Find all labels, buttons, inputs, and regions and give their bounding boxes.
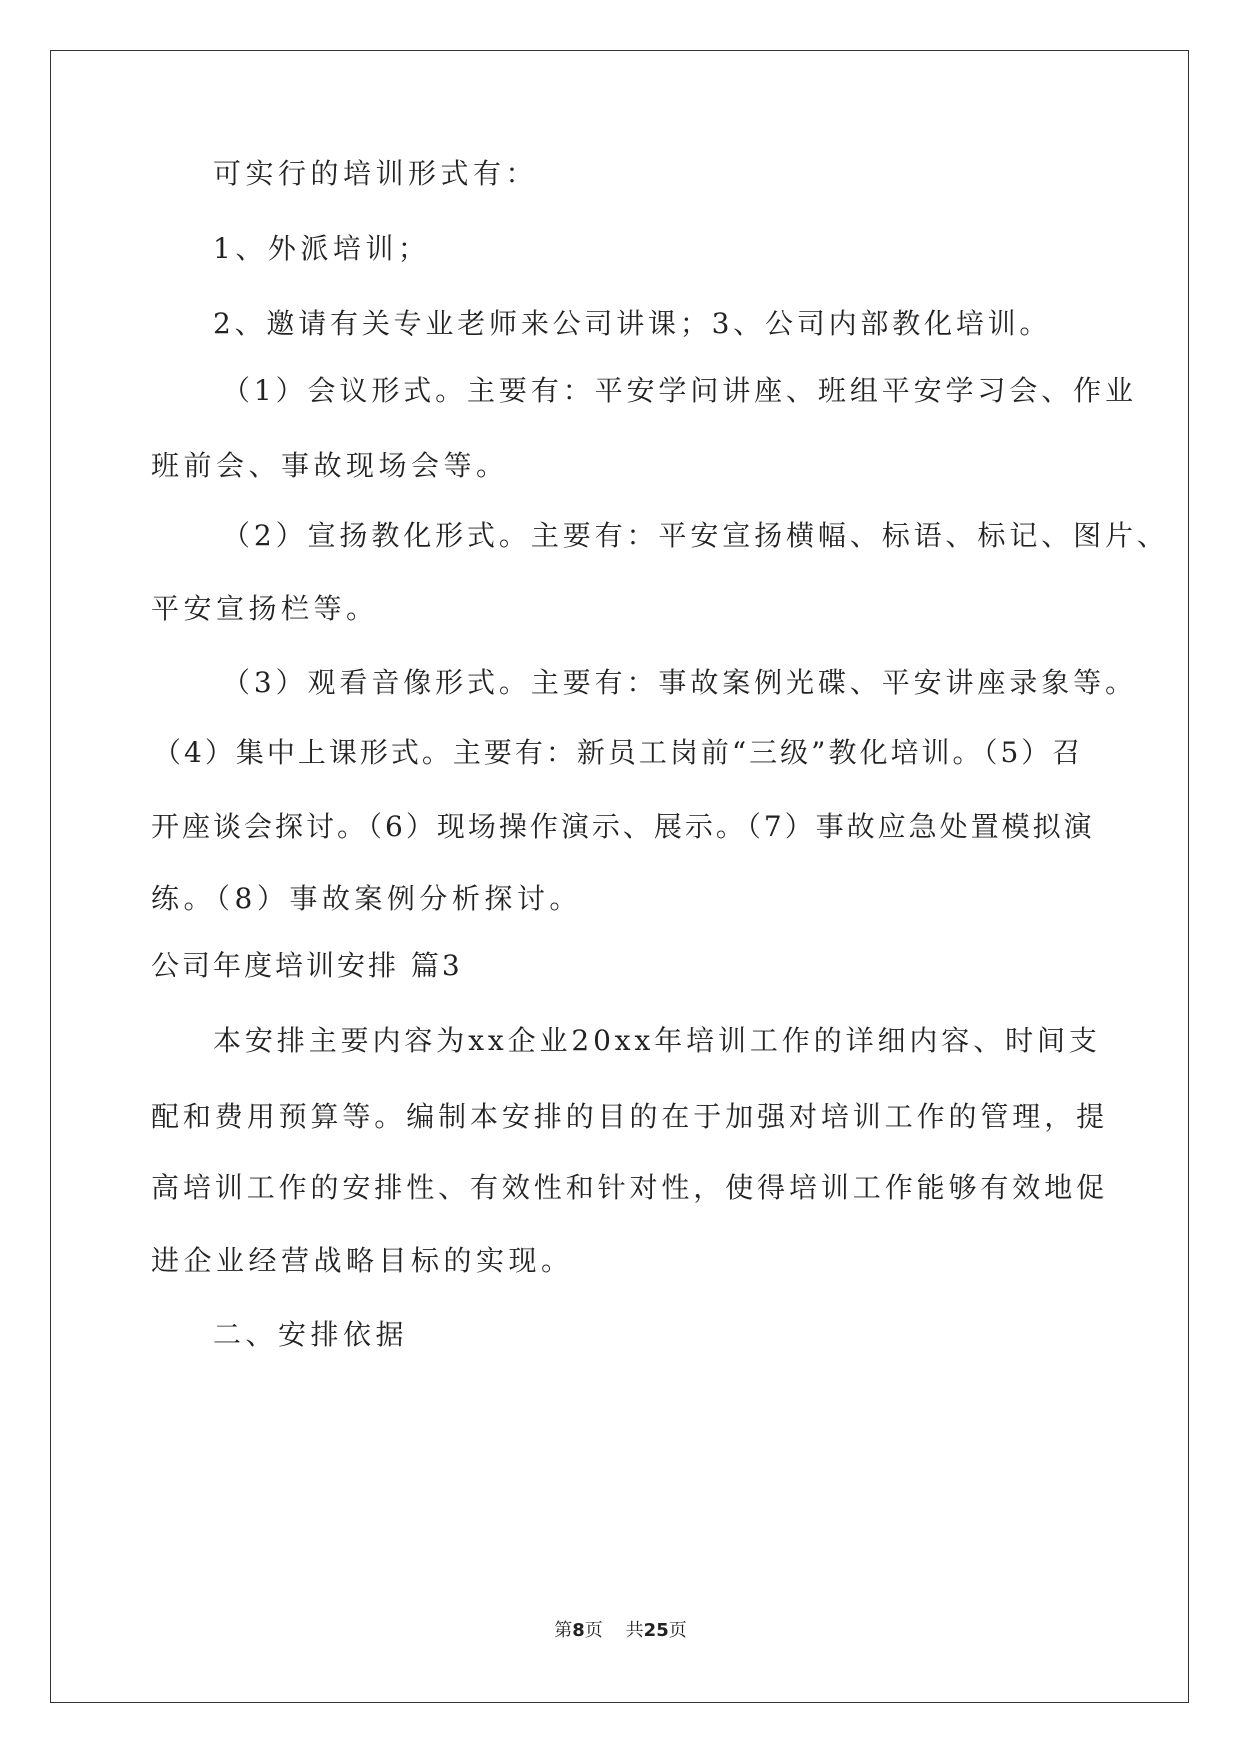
text-line-2: 1、外派培训； — [213, 232, 431, 265]
text-line-11: 练。（8）事故案例分析探讨。 — [151, 882, 582, 915]
text-line-16: 进企业经营战略目标的实现。 — [151, 1244, 574, 1277]
footer-total-pages: 25 — [643, 1620, 669, 1641]
footer-page-number: 8 — [572, 1620, 585, 1641]
footer-total-suffix: 页 — [668, 1620, 687, 1641]
text-line-6: （2）宣扬教化形式。主要有：平安宣扬横幅、标语、标记、图片、 — [222, 519, 1169, 552]
text-line-17: 二、安排依据 — [213, 1318, 409, 1351]
footer-page-prefix: 第 — [554, 1620, 573, 1641]
text-line-9: （4）集中上课形式。主要有：新员工岗前“三级”教化培训。（5）召 — [153, 736, 1084, 769]
text-line-1: 可实行的培训形式有： — [213, 157, 539, 190]
text-line-13: 本安排主要内容为xx企业20xx年培训工作的详细内容、时间支 — [213, 1024, 1101, 1057]
footer-total-prefix: 共 — [625, 1620, 644, 1641]
section-heading: 公司年度培训安排 篇3 — [151, 949, 463, 982]
text-line-3: 2、邀请有关专业老师来公司讲课；3、公司内部教化培训。 — [213, 307, 1052, 340]
text-line-14: 配和费用预算等。编制本安排的目的在于加强对培训工作的管理，提 — [151, 1100, 1109, 1133]
text-line-4: （1）会议形式。主要有：平安学问讲座、班组平安学习会、作业 — [222, 374, 1137, 407]
text-line-10: 开座谈会探讨。（6）现场操作演示、展示。（7）事故应急处置模拟演 — [151, 810, 1095, 843]
text-line-7: 平安宣扬栏等。 — [151, 592, 379, 625]
text-line-5: 班前会、事故现场会等。 — [151, 449, 509, 482]
text-line-8: （3）观看音像形式。主要有：事故案例光碟、平安讲座录象等。 — [222, 666, 1137, 699]
text-line-15: 高培训工作的安排性、有效性和针对性，使得培训工作能够有效地促 — [151, 1171, 1109, 1204]
page-border — [50, 50, 1189, 1703]
footer-page-suffix: 页 — [584, 1620, 603, 1641]
page-footer — [0, 1616, 1241, 1642]
